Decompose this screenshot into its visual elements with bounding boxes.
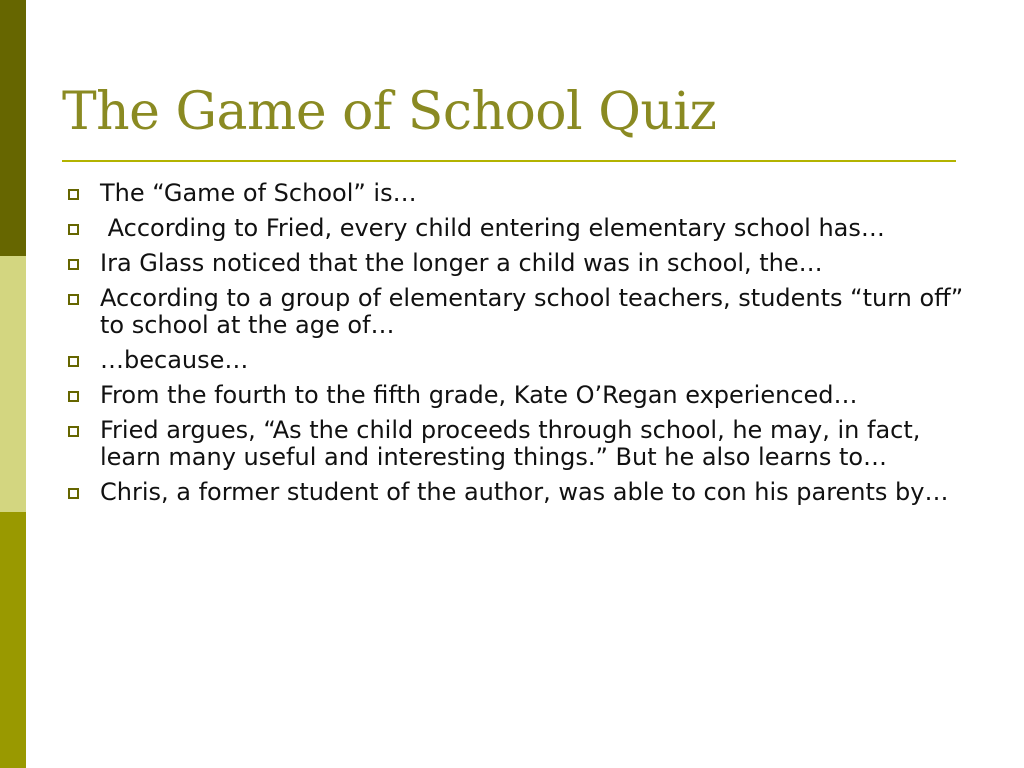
hollow-square-icon — [68, 224, 79, 235]
list-item — [66, 479, 966, 506]
list-item — [66, 347, 966, 374]
hollow-square-icon — [68, 189, 79, 200]
hollow-square-icon — [68, 488, 79, 499]
hollow-square-icon — [68, 391, 79, 402]
decorative-bar-top — [0, 0, 26, 256]
bullet-text: …because… — [100, 346, 249, 374]
bullet-text: According to a group of elementary school teachers, students “turn off” to school at the age of… — [100, 284, 964, 339]
bullet-list — [66, 180, 966, 514]
hollow-square-icon — [68, 294, 79, 305]
bullet-text: The “Game of School” is… — [100, 179, 417, 207]
list-item — [66, 285, 966, 339]
decorative-bar-bottom — [0, 512, 26, 768]
bullet-text: Fried argues, “As the child proceeds through school, he may, in fact, learn many useful and interesting things.” But he also learns to… — [100, 416, 921, 471]
hollow-square-icon — [68, 259, 79, 270]
bullet-text: From the fourth to the fifth grade, Kate O’Regan experienced… — [100, 381, 858, 409]
slide-title: The Game of School Quiz — [62, 82, 717, 142]
bullet-text: Ira Glass noticed that the longer a child was in school, the… — [100, 249, 823, 277]
hollow-square-icon — [68, 356, 79, 367]
list-item — [66, 417, 966, 471]
title-divider — [62, 160, 956, 162]
hollow-square-icon — [68, 426, 79, 437]
bullet-text: According to Fried, every child entering elementary school has… — [100, 214, 885, 242]
bullet-text: Chris, a former student of the author, was able to con his parents by… — [100, 478, 949, 506]
list-item — [66, 215, 966, 242]
list-item — [66, 382, 966, 409]
decorative-bar-middle — [0, 256, 26, 512]
list-item — [66, 180, 966, 207]
list-item — [66, 250, 966, 277]
